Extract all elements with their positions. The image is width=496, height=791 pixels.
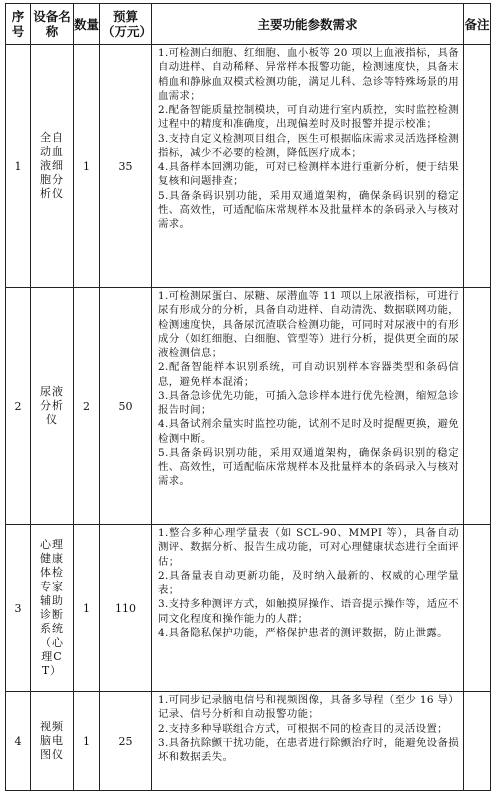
header-row: [6, 4, 491, 45]
row-seq: 3: [6, 525, 31, 692]
row-device-name: 视频脑电图仪: [31, 692, 74, 791]
row-requirements: [152, 525, 464, 692]
row-device-name: 尿液分析仪: [31, 288, 74, 525]
table-row: [6, 692, 491, 791]
requirement-item: 5.具备条码识别功能，采用双通道架构，确保条码识别的稳定性、高效性，可适配临床常规样本及批量样本的条码录入与核对需求。: [158, 446, 459, 488]
requirement-item: 3.支持自定义检测项目组合，医生可根据临床需求灵活选择检测指标，减少不必要的检测，降低医疗成本；: [158, 132, 459, 159]
requirement-item: 2.支持多种导联组合方式，可根据不同的检查目的灵活设置；: [158, 722, 448, 735]
row-note: [464, 288, 491, 525]
row-note: [464, 692, 491, 791]
row-seq: 2: [6, 288, 31, 525]
row-note: [464, 45, 491, 288]
row-device-name: 全自动血液细胞分析仪: [31, 45, 74, 288]
table-row: [6, 525, 491, 692]
requirement-item: 3.支持多种测评方式，如触摸屏操作、语音提示操作等，适应不同文化程度和操作能力的人群；: [158, 598, 459, 625]
row-device-name: 心理健康体检专家辅助诊断系统（心理CT）: [31, 525, 74, 692]
row-budget: 35: [100, 45, 152, 288]
header-qty: 数量: [74, 4, 100, 45]
row-seq: 1: [6, 45, 31, 288]
requirement-item: 3.具备急诊优先功能，可插入急诊样本进行优先检测，缩短急诊报告时间；: [158, 389, 459, 416]
row-budget: 25: [100, 692, 152, 791]
table-row: [6, 288, 491, 525]
page: [5, 3, 490, 791]
row-budget: 110: [100, 525, 152, 692]
row-qty: 1: [74, 45, 100, 288]
requirement-item: 4.具备隐私保护功能，严格保护患者的测评数据，防止泄露。: [158, 626, 448, 639]
header-seq: 序号: [6, 4, 31, 45]
requirement-item: 3.具备抗除颤干扰功能，在患者进行除颤治疗时，能避免设备损坏和数据丢失。: [158, 736, 459, 763]
header-budget: 预算（万元）: [100, 4, 152, 45]
requirement-item: 4.具备样本回溯功能，可对已检测样本进行重新分析，便于结果复核和问题排查；: [158, 161, 459, 188]
row-seq: 4: [6, 692, 31, 791]
equipment-table: [5, 3, 491, 791]
requirement-item: 2.具备量表自动更新功能，及时纳入最新的、权威的心理学量表；: [158, 569, 459, 596]
table-row: [6, 45, 491, 288]
requirement-item: 2.配备智能样本识别系统，可自动识别样本容器类型和条码信息，避免样本混淆；: [158, 361, 459, 388]
requirement-item: 1.可检测白细胞、红细胞、血小板等 20 项以上血液指标，具备自动进样、自动稀释、异常样本报警功能，检测速度快，具备末梢血和静脉血双模式检测功能，满足儿科、急诊等特殊场景的用血需求；: [158, 47, 459, 102]
header-note: 备注: [464, 4, 491, 45]
header-requirements: 主要功能参数需求: [152, 4, 464, 45]
row-requirements: [152, 45, 464, 288]
row-budget: 50: [100, 288, 152, 525]
requirement-item: 1.可同步记录脑电信号和视频图像，具备多导程（至少 16 导）记录、信号分析和自动报警功能；: [158, 694, 459, 721]
row-note: [464, 525, 491, 692]
row-requirements: [152, 692, 464, 791]
requirement-item: 5.具备条码识别功能，采用双通道架构，确保条码识别的稳定性、高效性，可适配临床常规样本及批量样本的条码录入与核对需求。: [158, 189, 459, 230]
requirement-item: 2.配备智能质量控制模块，可自动进行室内质控，实时监控检测过程中的精度和准确度，出现偏差时及时报警并提示校准；: [158, 104, 459, 131]
row-requirements: [152, 288, 464, 525]
row-qty: 1: [74, 692, 100, 791]
header-name: 设备名称: [31, 4, 74, 45]
requirement-item: 1.整合多种心理学量表（如 SCL-90、MMPI 等），具备自动测评、数据分析、报告生成功能，可对心理健康状态进行全面评估；: [158, 527, 459, 568]
requirement-item: 1.可检测尿蛋白、尿糖、尿潜血等 11 项以上尿液指标，可进行尿有形成分的分析，具备自动进样、自动清洗、数据联网功能，检测速度快，具备尿沉渣联合检测功能，可同时对尿液中的有形成分（如红细胞、白细胞、管型等）进行分析，提供更全面的尿液检测信息；: [158, 290, 459, 359]
row-qty: 2: [74, 288, 100, 525]
requirement-item: 4.具备试剂余量实时监控功能，试剂不足时及时提醒更换，避免检测中断。: [158, 418, 459, 445]
row-qty: 1: [74, 525, 100, 692]
